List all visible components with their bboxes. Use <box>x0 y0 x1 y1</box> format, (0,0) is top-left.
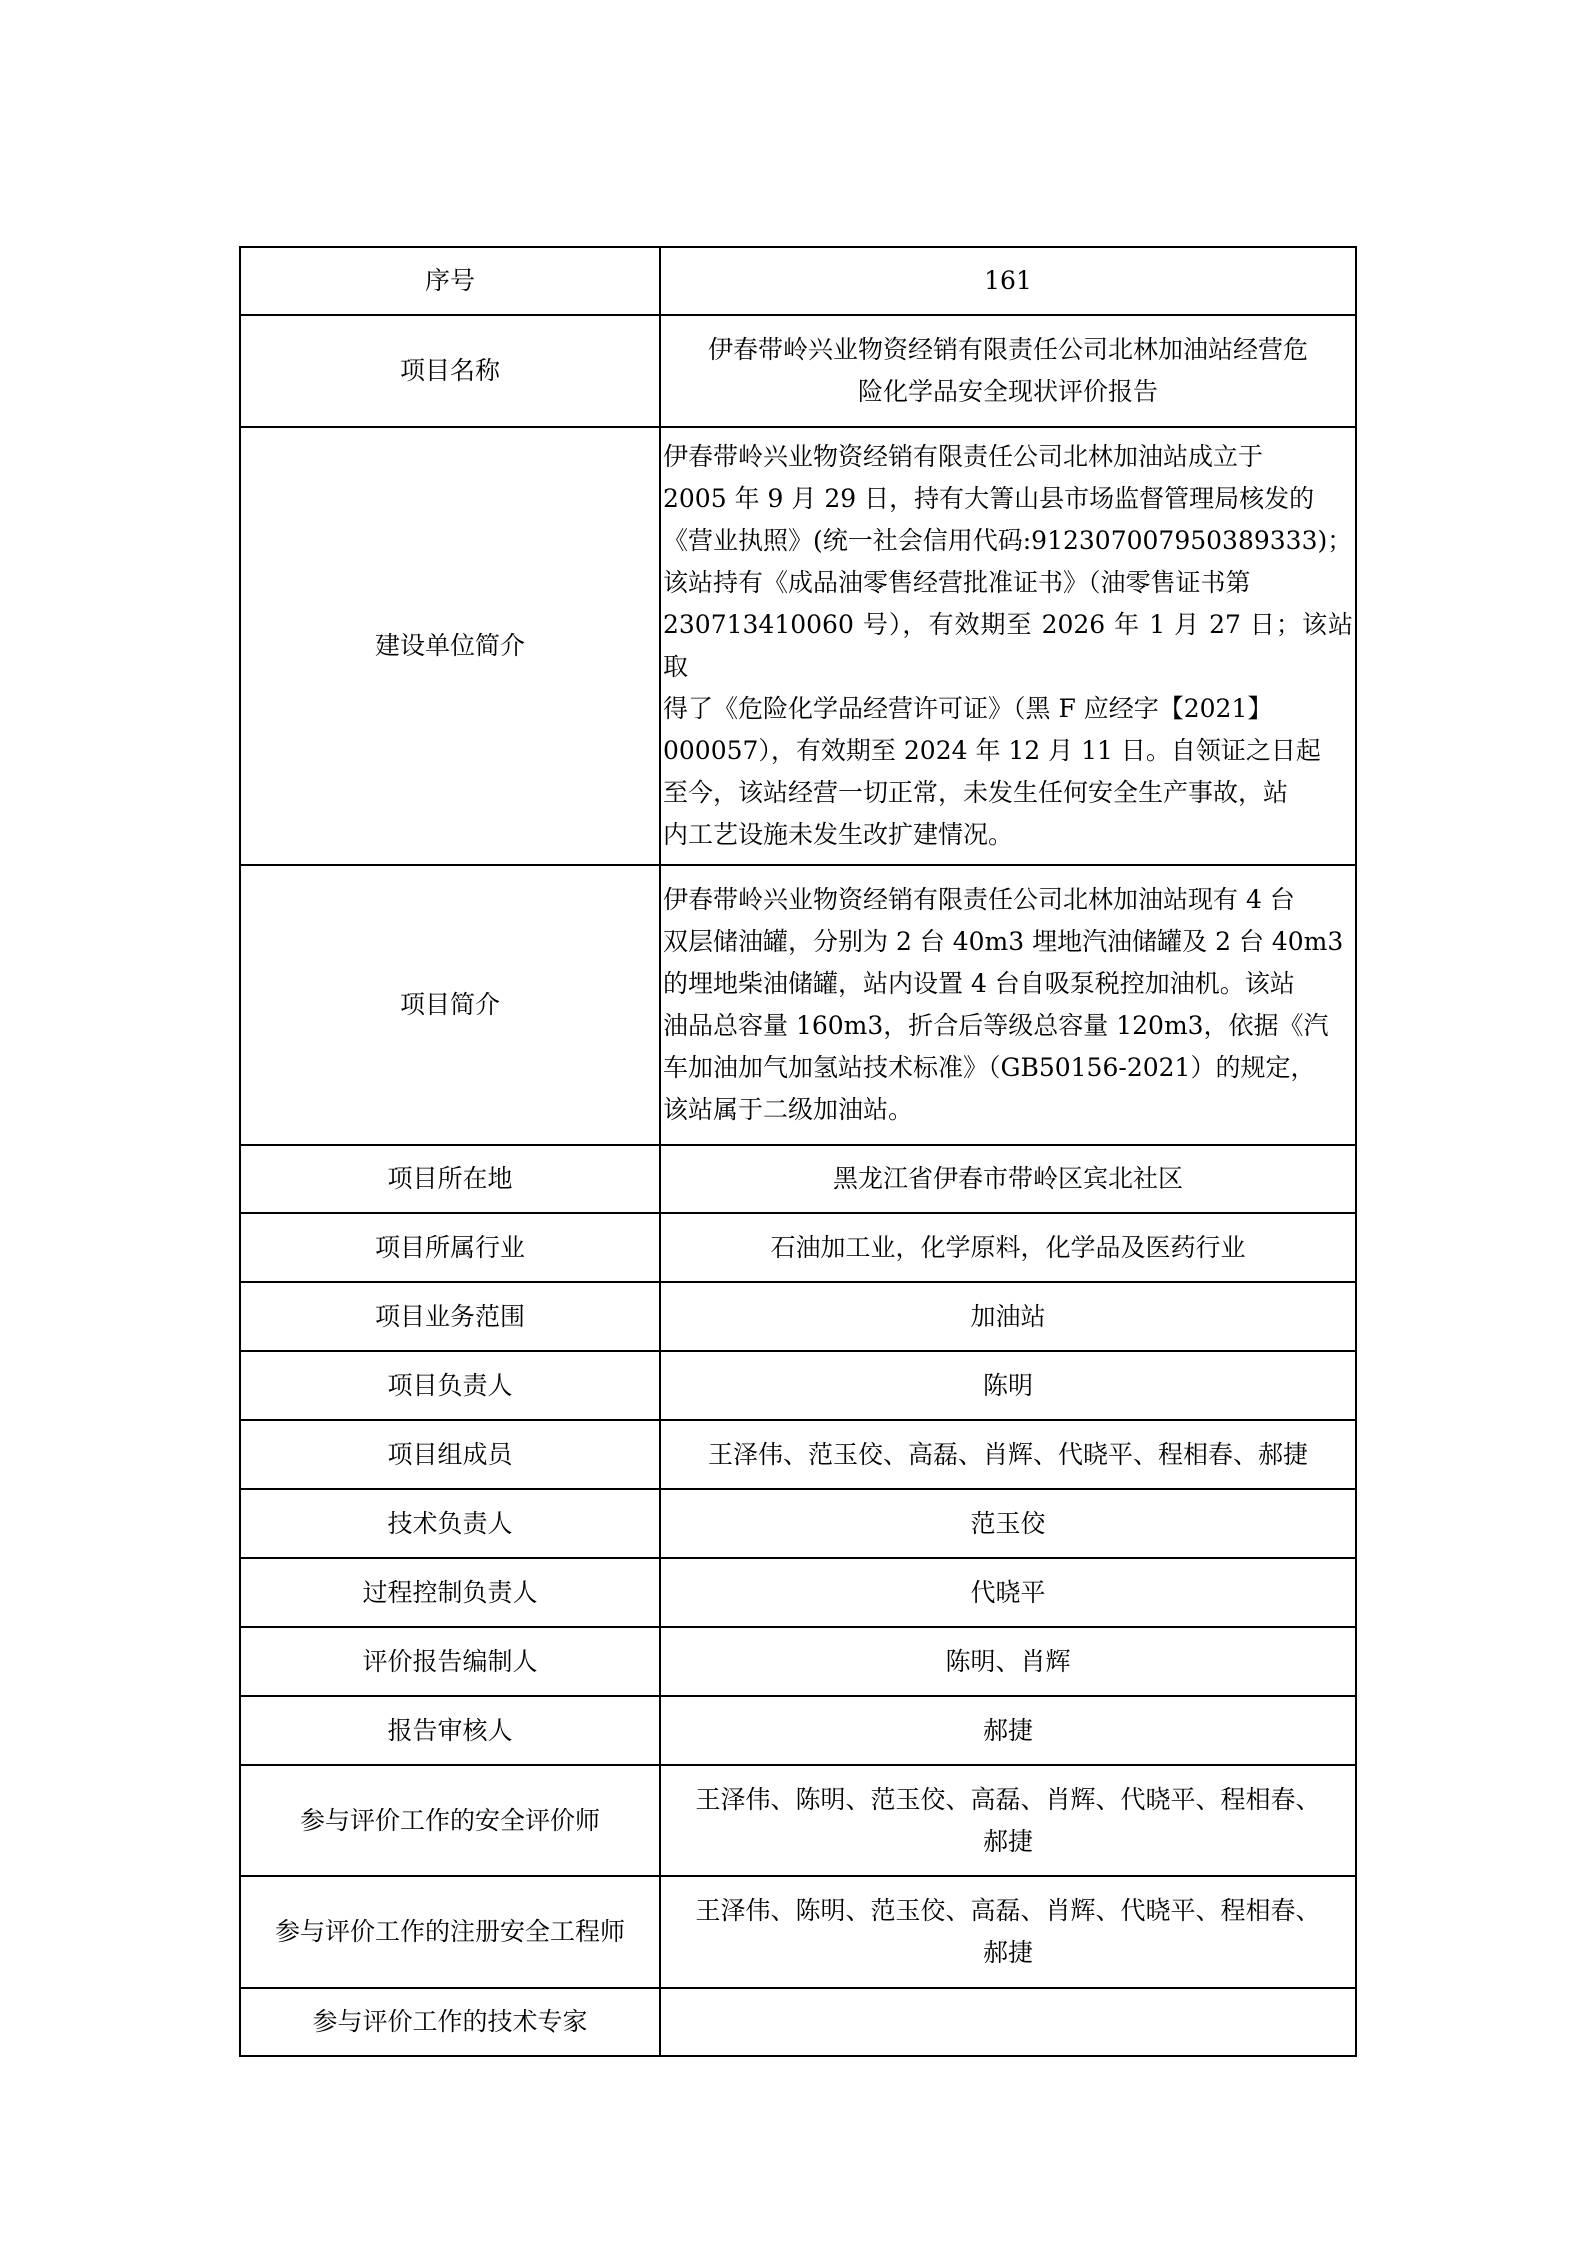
row-label: 项目负责人 <box>240 1351 660 1420</box>
row-label: 项目所属行业 <box>240 1213 660 1282</box>
row-label: 过程控制负责人 <box>240 1558 660 1627</box>
value-line: 王泽伟、陈明、范玉佼、高磊、肖辉、代晓平、程相春、 <box>695 1896 1321 1925</box>
row-label: 参与评价工作的注册安全工程师 <box>240 1876 660 1988</box>
row-label: 项目所在地 <box>240 1145 660 1213</box>
row-label: 报告审核人 <box>240 1696 660 1765</box>
row-value: 加油站 <box>660 1282 1356 1351</box>
value-line: 000057），有效期至 2024 年 12 月 11 日。自领证之日起 <box>663 736 1321 765</box>
value-line: 内工艺设施未发生改扩建情况。 <box>663 820 1014 849</box>
row-value <box>660 1988 1356 2056</box>
value-line: 伊春带岭兴业物资经销有限责任公司北林加油站经营危 <box>707 335 1308 364</box>
row-value: 陈明、肖辉 <box>660 1627 1356 1696</box>
row-label: 参与评价工作的技术专家 <box>240 1988 660 2056</box>
table-row <box>240 1489 1356 1558</box>
table-row <box>240 1988 1356 2056</box>
table-row <box>240 427 1356 865</box>
row-label: 项目名称 <box>240 315 660 427</box>
table-row <box>240 1145 1356 1213</box>
value-line: 的埋地柴油储罐，站内设置 4 台自吸泵税控加油机。该站 <box>663 969 1295 998</box>
row-value <box>660 427 1356 865</box>
value-line: 王泽伟、陈明、范玉佼、高磊、肖辉、代晓平、程相春、 <box>695 1784 1321 1814</box>
row-value <box>660 865 1356 1145</box>
row-value: 黑龙江省伊春市带岭区宾北社区 <box>660 1145 1356 1213</box>
table-row <box>240 1282 1356 1351</box>
value-line: 该站持有《成品油零售经营批准证书》（油零售证书第 <box>663 568 1251 597</box>
row-label: 项目组成员 <box>240 1420 660 1489</box>
value-line: 车加油加气加氢站技术标准》（GB50156-2021）的规定， <box>663 1053 1316 1082</box>
row-value: 陈明 <box>660 1351 1356 1420</box>
table-row <box>240 1213 1356 1282</box>
row-value <box>660 1765 1356 1876</box>
row-value: 范玉佼 <box>660 1489 1356 1558</box>
table-row <box>240 1876 1356 1988</box>
row-label: 建设单位简介 <box>240 427 660 865</box>
table-row <box>240 1696 1356 1765</box>
row-value: 161 <box>660 247 1356 315</box>
value-line: 至今，该站经营一切正常，未发生任何安全生产事故，站 <box>663 778 1289 807</box>
project-info-table <box>239 246 1357 2057</box>
row-label: 技术负责人 <box>240 1489 660 1558</box>
table-row <box>240 315 1356 427</box>
row-label: 序号 <box>240 247 660 315</box>
row-label: 项目简介 <box>240 865 660 1145</box>
value-line: 《营业执照》(统一社会信用代码:912307007950389333)； <box>663 526 1353 555</box>
value-line: 得了《危险化学品经营许可证》（黑 F 应经字【2021】 <box>663 694 1273 723</box>
value-line: 油品总容量 160m3，折合后等级总容量 120m3，依据《汽 <box>663 1011 1329 1040</box>
value-line: 2005 年 9 月 29 日，持有大箐山县市场监督管理局核发的 <box>663 484 1315 513</box>
table-row <box>240 247 1356 315</box>
row-value <box>660 1876 1356 1988</box>
row-value: 郝捷 <box>660 1696 1356 1765</box>
value-line: 230713410060 号），有效期至 2026 年 1 月 27 日；该站取 <box>663 610 1353 681</box>
value-line: 险化学品安全现状评价报告 <box>857 377 1158 406</box>
value-line: 郝捷 <box>982 1938 1033 1967</box>
table-row <box>240 1558 1356 1627</box>
row-label: 评价报告编制人 <box>240 1627 660 1696</box>
table-row <box>240 865 1356 1145</box>
row-value: 代晓平 <box>660 1558 1356 1627</box>
table-row <box>240 1351 1356 1420</box>
table-row <box>240 1627 1356 1696</box>
table-row <box>240 1420 1356 1489</box>
row-label: 参与评价工作的安全评价师 <box>240 1765 660 1876</box>
value-line: 伊春带岭兴业物资经销有限责任公司北林加油站现有 4 台 <box>663 885 1295 914</box>
row-value: 石油加工业，化学原料，化学品及医药行业 <box>660 1213 1356 1282</box>
row-value <box>660 315 1356 427</box>
table-row <box>240 1765 1356 1876</box>
value-line: 双层储油罐，分别为 2 台 40m3 埋地汽油储罐及 2 台 40m3 <box>663 927 1344 956</box>
row-value: 王泽伟、范玉佼、高磊、肖辉、代晓平、程相春、郝捷 <box>660 1420 1356 1489</box>
value-line: 伊春带岭兴业物资经销有限责任公司北林加油站成立于 <box>663 442 1264 471</box>
value-line: 该站属于二级加油站。 <box>663 1095 914 1124</box>
value-line: 郝捷 <box>982 1826 1033 1856</box>
row-label: 项目业务范围 <box>240 1282 660 1351</box>
